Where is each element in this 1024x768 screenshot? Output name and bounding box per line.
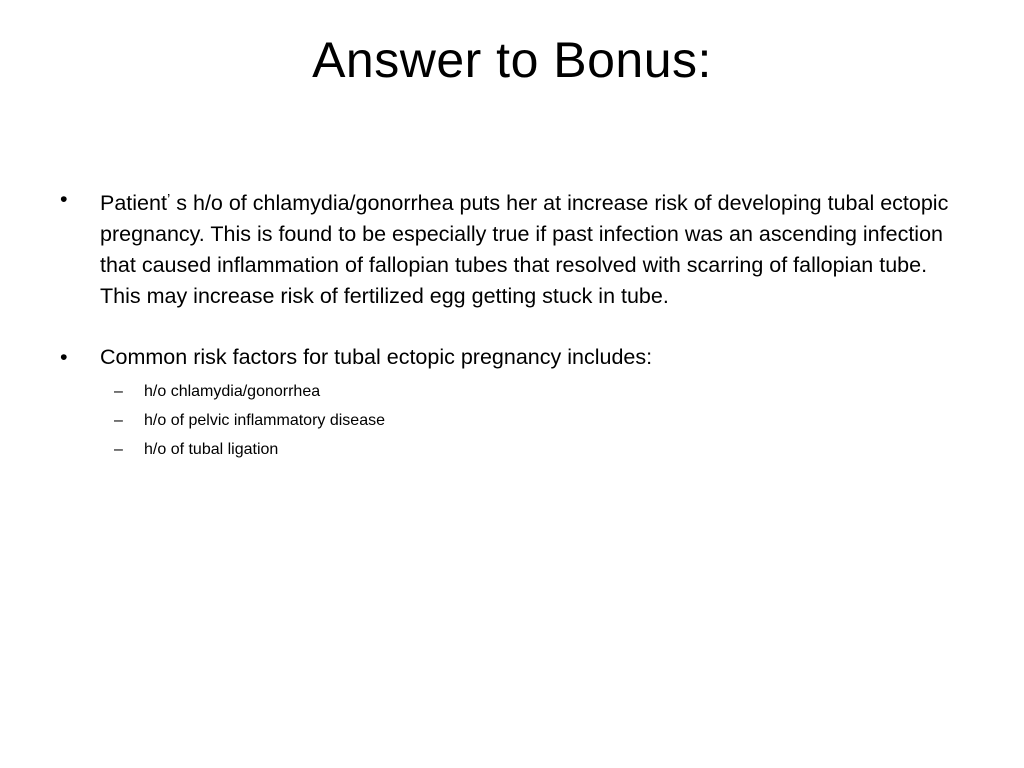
bullet-text xyxy=(100,191,948,308)
slide-body xyxy=(60,184,970,494)
risk-factor-list xyxy=(100,377,970,464)
dash-marker: – xyxy=(114,441,123,458)
sub-bullet-item xyxy=(100,406,970,435)
bullet-text-rest: s h/o of chlamydia/gonorrhea puts her at increase risk of developing tubal ectopic pregnancy. This is found to be especially true if past infection was an ascending infection that caused inflammation of fallopian tubes that resolved with scarring of fallopian tube. This may increase risk of fertilized egg getting stuck in tube. xyxy=(100,191,949,308)
slide-title: Answer to Bonus: xyxy=(312,32,712,88)
bullet-item xyxy=(60,184,970,312)
bullet-text-start: Patient xyxy=(100,191,167,215)
sub-bullet-item xyxy=(100,435,970,464)
bullet-item xyxy=(60,342,970,464)
sub-bullet-text: h/o chlamydia/gonorrhea xyxy=(144,383,321,400)
sub-bullet-item xyxy=(100,377,970,406)
bullet-marker: • xyxy=(60,187,68,211)
dash-marker: – xyxy=(114,383,123,400)
sub-bullet-text: h/o of pelvic inflammatory disease xyxy=(144,412,385,429)
apostrophe-glyph: ’ xyxy=(166,191,171,208)
dash-marker: – xyxy=(114,412,123,429)
bullet-marker: • xyxy=(60,345,68,369)
sub-bullet-text: h/o of tubal ligation xyxy=(144,441,279,458)
bullet-text: Common risk factors for tubal ectopic pregnancy includes: xyxy=(100,345,653,369)
